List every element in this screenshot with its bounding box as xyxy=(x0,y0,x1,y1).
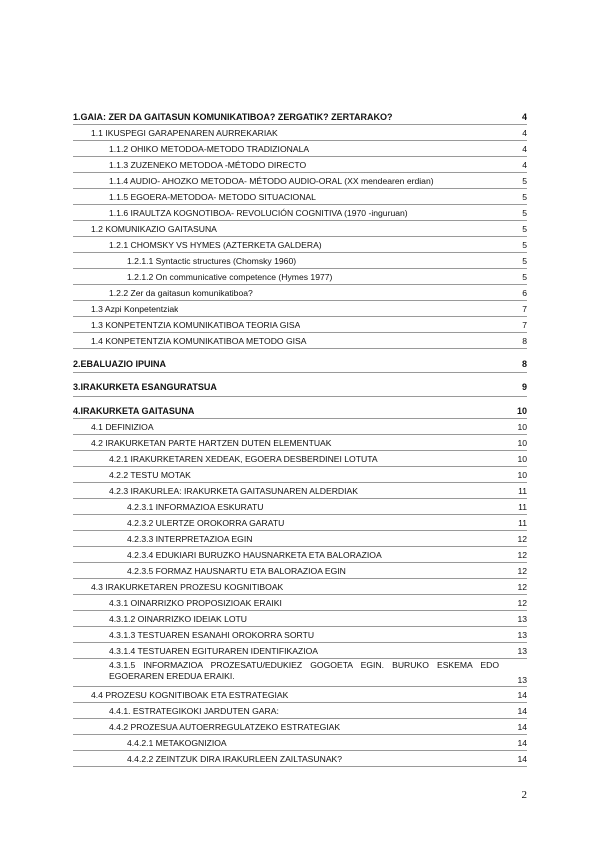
toc-entry-page: 6 xyxy=(522,288,527,298)
toc-entry-title: 1.1 IKUSPEGI GARAPENAREN AURREKARIAK xyxy=(91,128,278,138)
toc-entry-title: 1.2.1 CHOMSKY VS HYMES (AZTERKETA GALDERA) xyxy=(109,240,322,250)
toc-entry-page: 13 xyxy=(517,646,527,656)
toc-entry-page: 4 xyxy=(522,144,527,154)
toc-entry-title: 1.1.6 IRAULTZA KOGNOTIBOA- REVOLUCIÓN COGNITIVA (1970 -inguruan) xyxy=(109,208,408,218)
toc-entry-title: 4.4.2 PROZESUA AUTOERREGULATZEKO ESTRATEGIAK xyxy=(109,722,341,732)
toc-entry[interactable] xyxy=(0,612,600,626)
toc-entry[interactable] xyxy=(0,468,600,482)
divider xyxy=(73,466,527,467)
divider xyxy=(73,482,527,483)
toc-entry[interactable] xyxy=(0,286,600,300)
toc-entry-title: 4.2.3.1 INFORMAZIOA ESKURATU xyxy=(127,502,264,512)
toc-entry-page: 10 xyxy=(517,422,527,432)
toc-entry[interactable] xyxy=(0,404,600,418)
toc-entry-page: 13 xyxy=(517,630,527,640)
divider xyxy=(73,450,527,451)
toc-entry-page: 14 xyxy=(517,754,527,764)
divider xyxy=(73,372,527,373)
toc-entry-page: 5 xyxy=(522,240,527,250)
toc-entry[interactable] xyxy=(0,628,600,642)
toc-entry[interactable] xyxy=(0,380,600,394)
toc-entry-title: 1.2 KOMUNIKAZIO GAITASUNA xyxy=(91,224,217,234)
divider xyxy=(73,284,527,285)
toc-entry-title: 4.4 PROZESU KOGNITIBOAK ETA ESTRATEGIAK xyxy=(91,690,289,700)
toc-entry[interactable] xyxy=(0,720,600,734)
toc-entry[interactable] xyxy=(0,688,600,702)
divider xyxy=(73,498,527,499)
divider xyxy=(73,268,527,269)
toc-entry-page: 12 xyxy=(517,550,527,560)
divider xyxy=(73,156,527,157)
divider xyxy=(73,172,527,173)
toc-entry[interactable] xyxy=(0,238,600,252)
toc-entry-title: 1.1.3 ZUZENEKO METODOA -MÉTODO DIRECTO xyxy=(109,160,307,170)
toc-entry-page: 12 xyxy=(517,582,527,592)
toc-entry-title: 1.2.1.2 On communicative competence (Hymes 1977) xyxy=(127,272,333,282)
divider xyxy=(73,348,527,349)
toc-entry-page: 12 xyxy=(517,598,527,608)
toc-entry[interactable] xyxy=(0,596,600,610)
toc-entry-page: 5 xyxy=(522,176,527,186)
toc-entry-page: 14 xyxy=(517,706,527,716)
toc-entry-page: 10 xyxy=(517,438,527,448)
toc-entry-page: 14 xyxy=(517,722,527,732)
toc-entry[interactable] xyxy=(0,564,600,578)
toc-entry-title: 1.4 KONPETENTZIA KOMUNIKATIBOA METODO GISA xyxy=(91,336,307,346)
toc-entry-page: 14 xyxy=(517,690,527,700)
toc-entry-page: 4 xyxy=(522,128,527,138)
toc-entry-title: 1.1.4 AUDIO- AHOZKO METODOA- MÉTODO AUDIO-ORAL (XX mendearen erdian) xyxy=(109,176,434,186)
toc-entry[interactable] xyxy=(0,270,600,284)
divider xyxy=(73,188,527,189)
divider xyxy=(73,734,527,735)
divider xyxy=(73,562,527,563)
toc-entry[interactable] xyxy=(0,334,600,348)
toc-entry-page: 14 xyxy=(517,738,527,748)
toc-entry-title: 1.3 KONPETENTZIA KOMUNIKATIBOA TEORIA GISA xyxy=(91,320,301,330)
divider xyxy=(73,332,527,333)
toc-entry-title: 4.2.3 IRAKURLEA: IRAKURKETA GAITASUNAREN ALDERDIAK xyxy=(109,486,358,496)
toc-entry[interactable] xyxy=(0,222,600,236)
divider xyxy=(73,626,527,627)
toc-entry[interactable] xyxy=(0,452,600,466)
toc-entry-title: 4.3.1.5 INFORMAZIOA PROZESATU/EDUKIEZ GOGOETA EGIN. BURUKO ESKEMA EDO EGOERAREN EREDUA ERAIKI. xyxy=(109,660,499,681)
divider xyxy=(73,610,527,611)
divider xyxy=(73,658,527,659)
toc-entry-page: 5 xyxy=(522,224,527,234)
toc-entry-title: 4.2.3.4 EDUKIARI BURUZKO HAUSNARKETA ETA BALORAZIOA xyxy=(127,550,382,560)
toc-entry-title: 1.GAIA: ZER DA GAITASUN KOMUNIKATIBOA? ZERGATIK? ZERTARAKO? xyxy=(73,112,393,122)
toc-entry-page: 11 xyxy=(518,518,527,528)
toc-entry[interactable] xyxy=(0,704,600,718)
toc-entry-title: 4.2.3.5 FORMAZ HAUSNARTU ETA BALORAZIOA EGIN xyxy=(127,566,346,576)
toc-entry[interactable] xyxy=(0,532,600,546)
toc-entry-page: 13 xyxy=(517,614,527,624)
toc-entry[interactable] xyxy=(0,644,600,658)
toc-entry[interactable] xyxy=(0,357,600,371)
toc-entry-title: 4.3.1 OINARRIZKO PROPOSIZIOAK ERAIKI xyxy=(109,598,282,608)
divider xyxy=(73,140,527,141)
divider xyxy=(73,236,527,237)
toc-entry[interactable] xyxy=(0,158,600,172)
divider xyxy=(73,766,527,767)
toc-entry-title: 4.3.1.4 TESTUAREN EGITURAREN IDENTIFIKAZIOA xyxy=(109,646,318,656)
toc-entry-page: 13 xyxy=(517,675,527,685)
toc-entry[interactable] xyxy=(0,752,600,766)
divider xyxy=(73,718,527,719)
toc-entry-page: 10 xyxy=(516,406,527,416)
toc-entry[interactable] xyxy=(0,516,600,530)
toc-entry-page: 5 xyxy=(522,272,527,282)
divider xyxy=(73,124,527,125)
divider xyxy=(73,546,527,547)
toc-entry-page: 4 xyxy=(521,112,527,122)
toc-entry[interactable] xyxy=(0,190,600,204)
toc-entry[interactable] xyxy=(0,206,600,220)
toc-entry-title: 4.4.2.1 METAKOGNIZIOA xyxy=(127,738,227,748)
toc-entry-title: 2.EBALUAZIO IPUINA xyxy=(73,359,167,369)
divider xyxy=(73,434,527,435)
divider xyxy=(73,252,527,253)
toc-entry-title: 4.2.2 TESTU MOTAK xyxy=(109,470,191,480)
toc-entry[interactable] xyxy=(0,580,600,594)
toc-entry[interactable] xyxy=(0,174,600,188)
toc-entry-page: 12 xyxy=(517,566,527,576)
toc-entry-title: 4.2.1 IRAKURKETAREN XEDEAK, EGOERA DESBERDINEI LOTUTA xyxy=(109,454,378,464)
divider xyxy=(73,514,527,515)
toc-entry-page: 5 xyxy=(522,192,527,202)
toc-entry-title: 1.1.2 OHIKO METODOA-METODO TRADIZIONALA xyxy=(109,144,310,154)
toc-entry-title: 4.2.3.2 ULERTZE OROKORRA GARATU xyxy=(127,518,285,528)
divider xyxy=(73,642,527,643)
divider xyxy=(73,750,527,751)
toc-entry-title: 4.4.1. ESTRATEGIKOKI JARDUTEN GARA: xyxy=(109,706,279,716)
toc-entry-title: 1.2.1.1 Syntactic structures (Chomsky 1960) xyxy=(127,256,297,266)
toc-entry[interactable] xyxy=(0,254,600,268)
toc-entry[interactable] xyxy=(0,484,600,498)
divider xyxy=(73,220,527,221)
toc-entry-page: 7 xyxy=(522,304,527,314)
toc-entry[interactable] xyxy=(0,736,600,750)
toc-entry-page: 5 xyxy=(522,256,527,266)
toc-entry[interactable] xyxy=(0,126,600,140)
toc-entry-page: 10 xyxy=(517,470,527,480)
divider xyxy=(73,702,527,703)
toc-entry-title: 4.IRAKURKETA GAITASUNA xyxy=(73,406,195,416)
toc-entry-page: 5 xyxy=(522,208,527,218)
toc-entry[interactable] xyxy=(0,660,600,686)
toc-entry-title: 4.2.3.3 INTERPRETAZIOA EGIN xyxy=(127,534,253,544)
divider xyxy=(73,686,527,687)
divider xyxy=(73,316,527,317)
toc-entry-title: 1.1.5 EGOERA-METODOA- METODO SITUACIONAL xyxy=(109,192,316,202)
toc-entry-page: 7 xyxy=(522,320,527,330)
toc-entry[interactable] xyxy=(0,302,600,316)
toc-entry[interactable] xyxy=(0,548,600,562)
toc-entry-page: 11 xyxy=(518,502,527,512)
toc-entry-title: 4.4.2.2 ZEINTZUK DIRA IRAKURLEEN ZAILTASUNAK? xyxy=(127,754,343,764)
page-number: 2 xyxy=(521,789,527,801)
toc-entry-page: 8 xyxy=(522,336,527,346)
divider xyxy=(73,300,527,301)
toc-entry-title: 1.2.2 Zer da gaitasun komunikatiboa? xyxy=(109,288,253,298)
toc-entry-title: 4.3.1.3 TESTUAREN ESANAHI OROKORRA SORTU xyxy=(109,630,315,640)
toc-entry[interactable] xyxy=(0,142,600,156)
toc-entry[interactable] xyxy=(0,500,600,514)
toc-entry-title: 4.3 IRAKURKETAREN PROZESU KOGNITIBOAK xyxy=(91,582,284,592)
divider xyxy=(73,530,527,531)
toc-entry[interactable] xyxy=(0,436,600,450)
toc-entry-title: 1.3 Azpi Konpetentziak xyxy=(91,304,179,314)
divider xyxy=(73,578,527,579)
toc-entry-page: 12 xyxy=(517,534,527,544)
toc-entry-page: 11 xyxy=(518,486,527,496)
divider xyxy=(73,418,527,419)
toc-entry-page: 9 xyxy=(521,382,527,392)
toc-entry[interactable] xyxy=(0,420,600,434)
toc-entry[interactable] xyxy=(0,110,600,124)
toc-entry-title: 4.1 DEFINIZIOA xyxy=(91,422,154,432)
toc-entry-title: 4.2 IRAKURKETAN PARTE HARTZEN DUTEN ELEMENTUAK xyxy=(91,438,332,448)
divider xyxy=(73,204,527,205)
toc-entry-title: 4.3.1.2 OINARRIZKO IDEIAK LOTU xyxy=(109,614,248,624)
toc-entry-page: 8 xyxy=(521,359,527,369)
toc-entry-page: 10 xyxy=(517,454,527,464)
divider xyxy=(73,396,527,397)
toc-entry[interactable] xyxy=(0,318,600,332)
toc-entry-page: 4 xyxy=(522,160,527,170)
toc-entry-title: 3.IRAKURKETA ESANGURATSUA xyxy=(73,382,217,392)
divider xyxy=(73,594,527,595)
